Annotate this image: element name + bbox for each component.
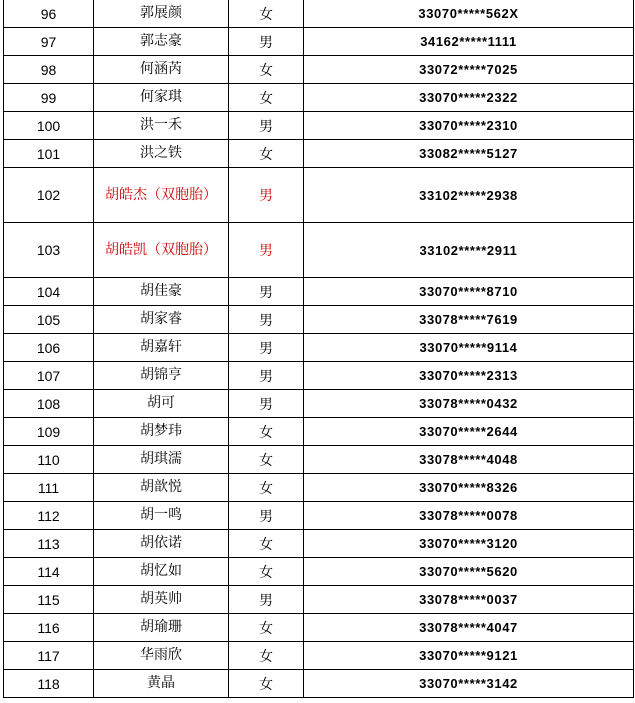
student-name: 郭志豪 [94, 28, 229, 56]
table-row-twin [4, 168, 634, 223]
table-row [4, 502, 634, 530]
id-number: 33078*****4048 [304, 446, 634, 474]
id-number: 33070*****9121 [304, 642, 634, 670]
student-gender: 男 [229, 168, 304, 223]
student-name: 胡琪濡 [94, 446, 229, 474]
student-gender: 女 [229, 418, 304, 446]
id-number: 33070*****2313 [304, 362, 634, 390]
row-number: 101 [4, 140, 94, 168]
student-gender: 男 [229, 112, 304, 140]
table-row [4, 56, 634, 84]
id-number: 33078*****0432 [304, 390, 634, 418]
table-row [4, 278, 634, 306]
row-number: 115 [4, 586, 94, 614]
id-number: 33070*****3142 [304, 670, 634, 698]
student-name: 胡皓凯（双胞胎） [94, 223, 229, 278]
student-gender: 男 [229, 223, 304, 278]
student-name: 何家琪 [94, 84, 229, 112]
student-gender: 女 [229, 670, 304, 698]
student-gender: 男 [229, 586, 304, 614]
student-name: 胡依诺 [94, 530, 229, 558]
student-gender: 女 [229, 474, 304, 502]
table-row [4, 390, 634, 418]
id-number: 33078*****7619 [304, 306, 634, 334]
table-row [4, 334, 634, 362]
row-number: 112 [4, 502, 94, 530]
student-gender: 女 [229, 558, 304, 586]
student-name: 胡佳豪 [94, 278, 229, 306]
id-number: 33072*****7025 [304, 56, 634, 84]
row-number: 117 [4, 642, 94, 670]
student-gender: 男 [229, 278, 304, 306]
student-name: 何涵芮 [94, 56, 229, 84]
student-name: 胡瑜珊 [94, 614, 229, 642]
id-number: 33078*****0037 [304, 586, 634, 614]
student-gender: 女 [229, 140, 304, 168]
student-gender: 男 [229, 362, 304, 390]
table-row [4, 362, 634, 390]
student-gender: 男 [229, 28, 304, 56]
table-row [4, 0, 634, 28]
id-number: 33070*****8710 [304, 278, 634, 306]
student-gender: 男 [229, 502, 304, 530]
table-row [4, 670, 634, 698]
table-row [4, 306, 634, 334]
row-number: 111 [4, 474, 94, 502]
row-number: 97 [4, 28, 94, 56]
student-name: 洪一禾 [94, 112, 229, 140]
student-name: 胡梦玮 [94, 418, 229, 446]
row-number: 106 [4, 334, 94, 362]
row-number: 118 [4, 670, 94, 698]
student-gender: 男 [229, 334, 304, 362]
student-name: 胡锦亨 [94, 362, 229, 390]
student-name: 胡英帅 [94, 586, 229, 614]
student-gender: 女 [229, 642, 304, 670]
id-number: 33070*****562X [304, 0, 634, 28]
row-number: 109 [4, 418, 94, 446]
id-number: 34162*****1111 [304, 28, 634, 56]
id-number: 33102*****2911 [304, 223, 634, 278]
student-table [3, 0, 634, 698]
id-number: 33070*****2644 [304, 418, 634, 446]
student-gender: 女 [229, 446, 304, 474]
table-row [4, 558, 634, 586]
row-number: 96 [4, 0, 94, 28]
student-gender: 男 [229, 390, 304, 418]
id-number: 33070*****5620 [304, 558, 634, 586]
id-number: 33070*****2310 [304, 112, 634, 140]
student-name: 洪之铁 [94, 140, 229, 168]
student-name: 华雨欣 [94, 642, 229, 670]
table-row [4, 642, 634, 670]
row-number: 104 [4, 278, 94, 306]
id-number: 33078*****0078 [304, 502, 634, 530]
row-number: 114 [4, 558, 94, 586]
student-name: 胡嘉轩 [94, 334, 229, 362]
id-number: 33102*****2938 [304, 168, 634, 223]
table-row [4, 586, 634, 614]
student-gender: 女 [229, 614, 304, 642]
student-name: 胡忆如 [94, 558, 229, 586]
student-name: 郭展颜 [94, 0, 229, 28]
table-row [4, 446, 634, 474]
row-number: 103 [4, 223, 94, 278]
row-number: 105 [4, 306, 94, 334]
student-name: 胡可 [94, 390, 229, 418]
id-number: 33078*****4047 [304, 614, 634, 642]
row-number: 110 [4, 446, 94, 474]
student-name: 胡皓杰（双胞胎） [94, 168, 229, 223]
row-number: 113 [4, 530, 94, 558]
row-number: 116 [4, 614, 94, 642]
table-row [4, 614, 634, 642]
student-name: 胡一鸣 [94, 502, 229, 530]
table-row [4, 28, 634, 56]
student-name: 胡歆悦 [94, 474, 229, 502]
table-row [4, 140, 634, 168]
id-number: 33082*****5127 [304, 140, 634, 168]
id-number: 33070*****2322 [304, 84, 634, 112]
student-name: 黄晶 [94, 670, 229, 698]
table-row [4, 84, 634, 112]
row-number: 107 [4, 362, 94, 390]
row-number: 102 [4, 168, 94, 223]
row-number: 99 [4, 84, 94, 112]
table-row [4, 474, 634, 502]
row-number: 108 [4, 390, 94, 418]
id-number: 33070*****3120 [304, 530, 634, 558]
id-number: 33070*****8326 [304, 474, 634, 502]
table-row [4, 530, 634, 558]
student-name: 胡家睿 [94, 306, 229, 334]
table-row [4, 112, 634, 140]
id-number: 33070*****9114 [304, 334, 634, 362]
table-row-twin [4, 223, 634, 278]
student-gender: 女 [229, 56, 304, 84]
student-gender: 女 [229, 530, 304, 558]
student-gender: 女 [229, 0, 304, 28]
table-row [4, 418, 634, 446]
student-gender: 男 [229, 306, 304, 334]
student-gender: 女 [229, 84, 304, 112]
row-number: 98 [4, 56, 94, 84]
row-number: 100 [4, 112, 94, 140]
